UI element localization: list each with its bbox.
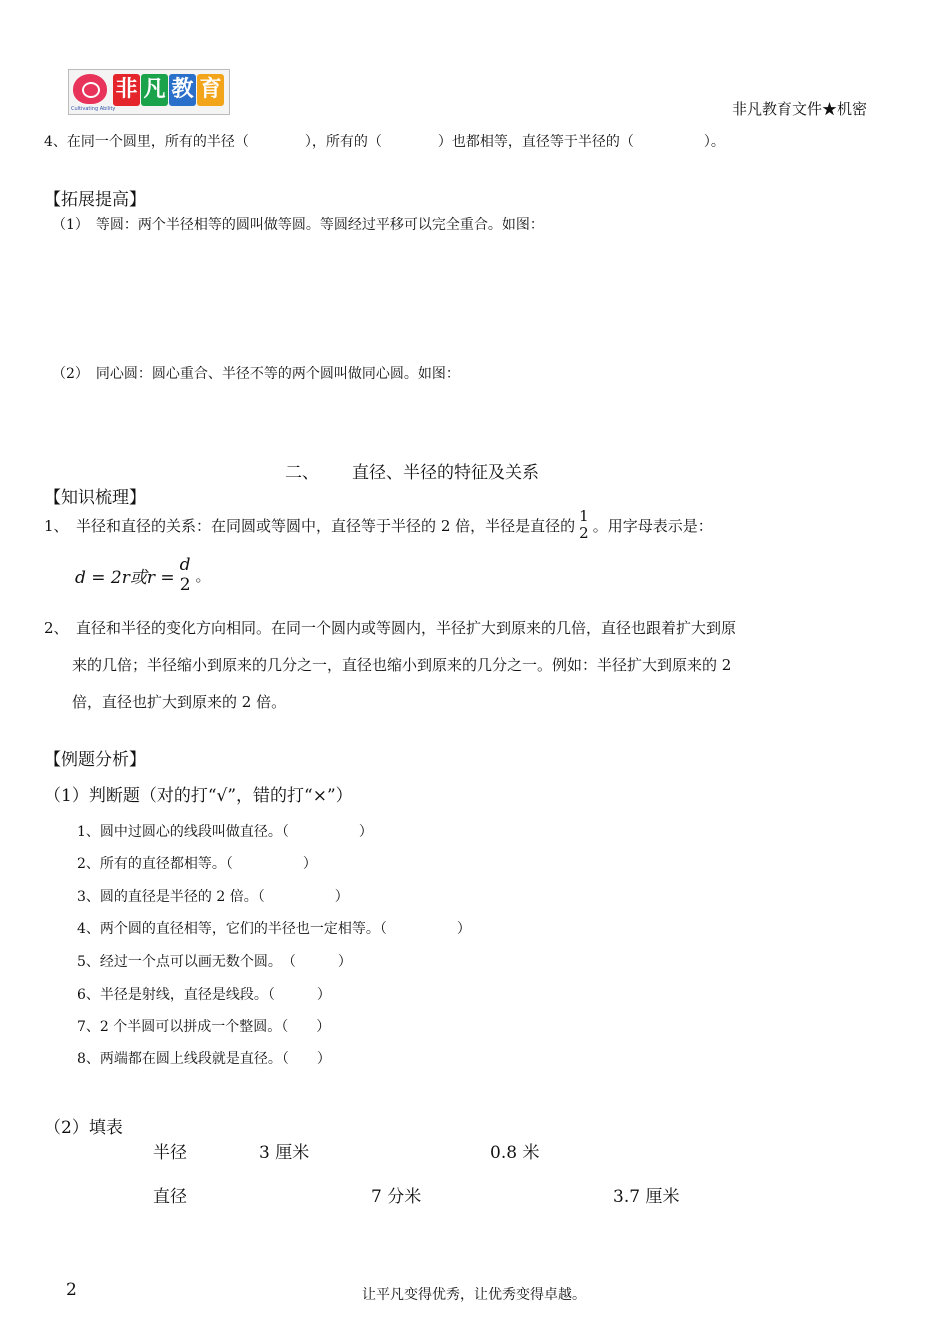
logo-subtitle: Cultivating Ability [71, 106, 116, 112]
table-title: （2）填表 [44, 1118, 123, 1138]
judge-item: 2、所有的直径都相等。（ ） [77, 856, 317, 872]
extension-item-2: （2） 同心圆：圆心重合、半径不等的两个圆叫做同心圆。如图： [52, 366, 460, 382]
judge-item: 6、半径是射线，直径是线段。（ ） [77, 987, 331, 1003]
logo-char-1: 非 [113, 74, 140, 106]
table-row-1-value-2: 0.8 米 [490, 1143, 540, 1163]
knowledge-point-2-line-2: 来的几倍；半径缩小到原来的几分之一，直径也缩小到原来的几分之一。例如：半径扩大到原来的 2 [72, 656, 732, 674]
formula-end: 。 [195, 567, 211, 586]
formula-denominator: 2 [179, 574, 191, 595]
logo-char-4: 育 [197, 74, 224, 106]
table-row-1-label: 半径 [153, 1143, 187, 1163]
question-4: 4、在同一个圆里，所有的半径（ ），所有的（ ）也都相等，直径等于半径的（ ）。 [44, 134, 725, 150]
judge-item: 7、2 个半圆可以拼成一个整圆。（ ） [77, 1019, 331, 1035]
fraction-denominator: 2 [579, 524, 589, 543]
knowledge-point-2-line-3: 倍，直径也扩大到原来的 2 倍。 [72, 693, 287, 711]
judge-item: 8、两端都在圆上线段就是直径。（ ） [77, 1051, 331, 1067]
table-row-2-label: 直径 [153, 1187, 187, 1207]
formula-left: d = 2r或r = [75, 568, 175, 589]
table-row-2-value-1: 7 分米 [371, 1187, 422, 1207]
page-number: 2 [66, 1280, 77, 1300]
logo-char-3: 教 [169, 74, 196, 106]
judge-item: 3、圆的直径是半径的 2 倍。（ ） [77, 889, 349, 905]
judge-item: 1、圆中过圆心的线段叫做直径。（ ） [77, 824, 373, 840]
logo [68, 69, 230, 115]
extension-item-1: （1） 等圆：两个半径相等的圆叫做等圆。等圆经过平移可以完全重合。如图： [52, 217, 544, 233]
footer-slogan: 让平凡变得优秀，让优秀变得卓越。 [362, 1287, 586, 1303]
judge-item: 4、两个圆的直径相等，它们的半径也一定相等。（ ） [77, 921, 471, 937]
table-row-2-value-2: 3.7 厘米 [613, 1187, 680, 1207]
heart-logo-icon [73, 74, 107, 104]
fraction-numerator: 1 [579, 507, 589, 525]
knowledge-point-1 [44, 508, 713, 543]
formula-numerator: d [179, 555, 191, 575]
one-half-fraction [579, 508, 589, 543]
point-1-text: 1、 半径和直径的关系：在同圆或等圆中，直径等于半径的 2 倍，半径是直径的 [44, 516, 576, 535]
logo-char-2: 凡 [141, 74, 168, 106]
judge-item: 5、经过一个点可以画无数个圆。 （ ） [77, 954, 352, 970]
knowledge-heading: 【知识梳理】 [44, 488, 146, 508]
judge-title: （1）判断题（对的打“√”，错的打“×”） [44, 786, 353, 806]
section-number: 二、 [285, 463, 319, 483]
confidential-label: 非凡教育文件★机密 [732, 100, 868, 118]
knowledge-point-2-line-1: 2、 直径和半径的变化方向相同。在同一个圆内或等圆内，半径扩大到原来的几倍，直径也跟着扩大到原 [44, 619, 737, 637]
point-1-text-end: 。用字母表示是： [592, 516, 713, 535]
table-row-1-value-1: 3 厘米 [259, 1143, 310, 1163]
d-over-2-fraction [180, 556, 191, 595]
section-title: 直径、半径的特征及关系 [352, 463, 539, 483]
formula [75, 556, 211, 595]
examples-heading: 【例题分析】 [44, 750, 146, 770]
extension-heading: 【拓展提高】 [44, 190, 146, 210]
